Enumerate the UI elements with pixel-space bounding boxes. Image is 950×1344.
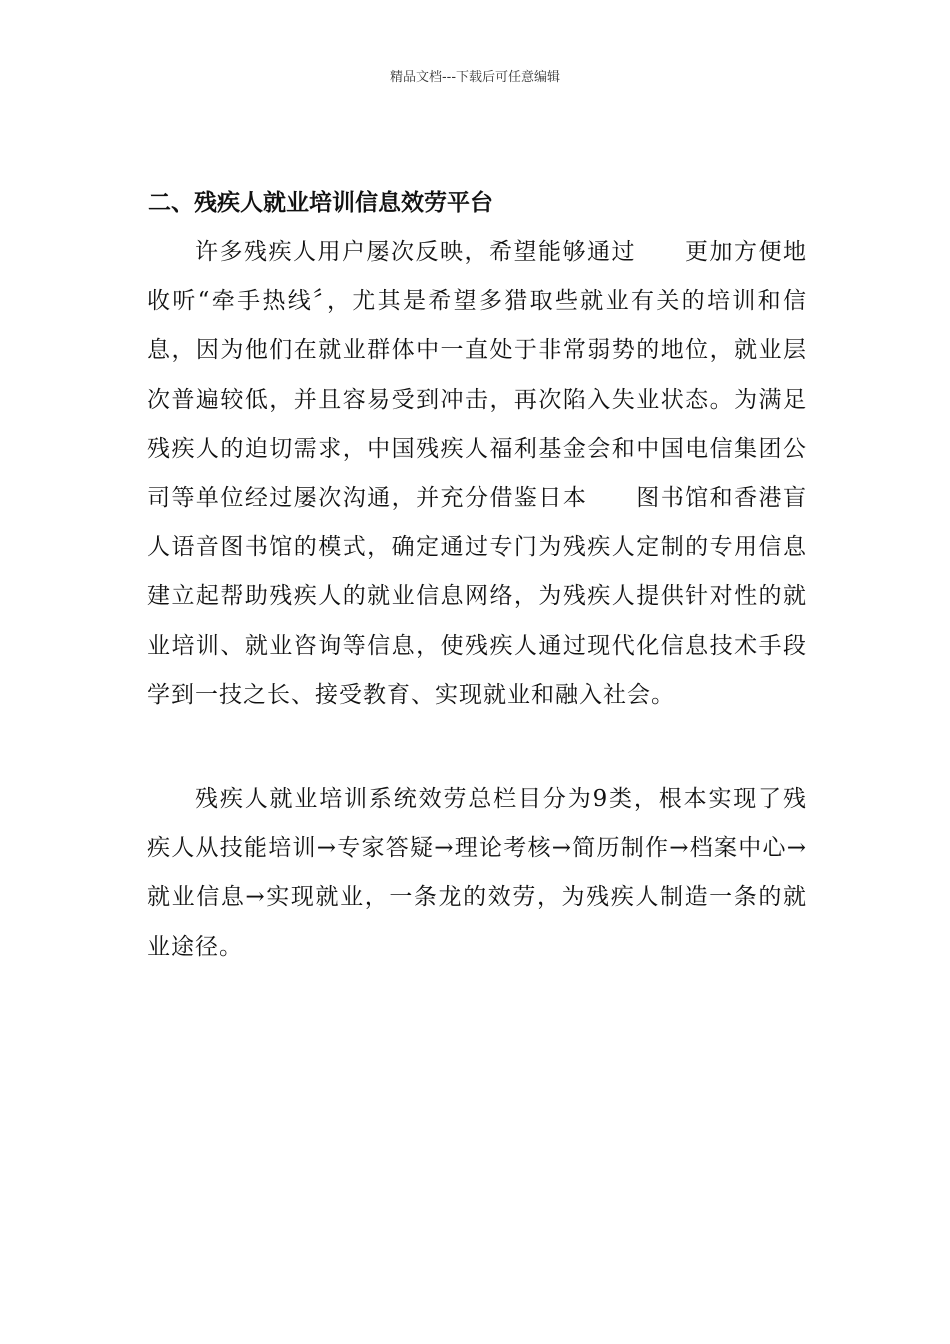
section-title: 二、残疾人就业培训信息效劳平台 xyxy=(148,190,493,216)
paragraph-1: 许多残疾人用户屡次反映，希望能够通过 更加方便地收听“牵手热线〞，尤其是希望多猎取些就业有关的培训和信息，因为他们在就业群体中一直处于非常弱势的地位，就业层次普遍较低，并且容易受到冲击，再次陷入失业状态。为满足残疾人的迫切需求，中国残疾人福利基金会和中国电信集团公司等单位经过屡次沟通，并充分借鉴日本 图书馆和香港盲人语音图书馆的模式，确定通过专门为残疾人定制的专用信息 建立起帮助残疾人的就业信息网络，为残疾人提供针对性的就业培训、就业咨询等信息，使残疾人通过现代化信息技术手段学到一技之长、接受教育、实现就业和融入社会。 xyxy=(147,239,855,708)
paragraph-2: 残疾人就业培训系统效劳总栏目分为9类，根本实现了残疾人从技能培训→专家答疑→理论考核→简历制作→档案中心→就业信息→实现就业，一条龙的效劳，为残疾人制造一条的就业途径。 xyxy=(147,786,807,960)
page-header: 精品文档---下载后可任意编辑 xyxy=(389,70,561,85)
